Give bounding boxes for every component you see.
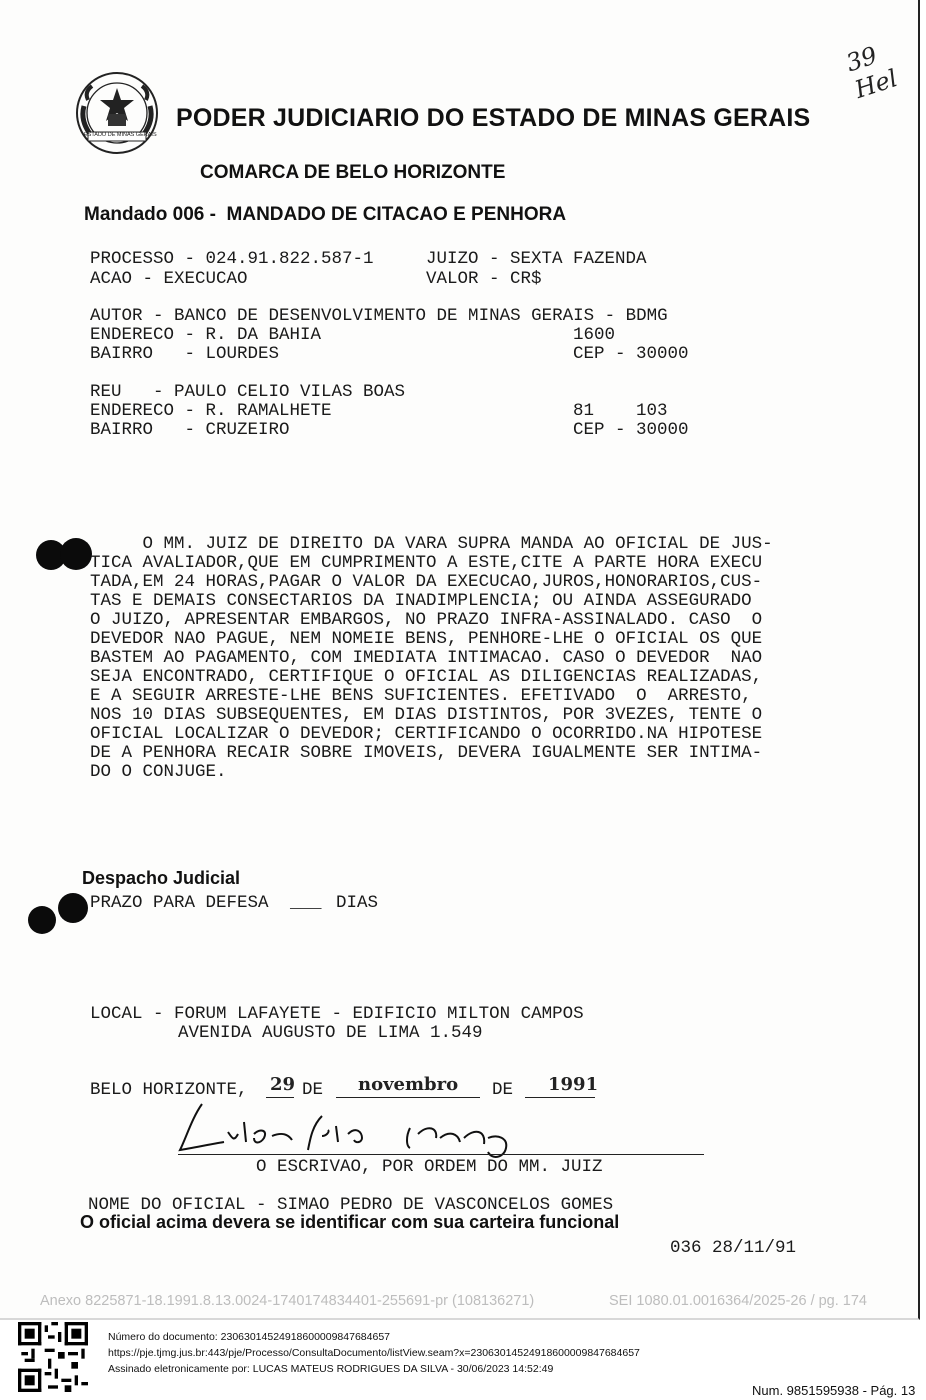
doc-number: Número do documento: 23063014524918600009847684657	[108, 1331, 390, 1343]
signed-by: Assinado eletronicamente por: LUCAS MATEUS RODRIGUES DA SILVA - 30/06/2023 14:52:49	[108, 1363, 554, 1375]
date-de-1: DE	[302, 1080, 324, 1100]
mandado-title: Mandado 006 - MANDADO DE CITACAO E PENHORA	[84, 204, 567, 225]
punch-hole-blot	[28, 906, 56, 934]
reu-bairro: BAIRRO - CRUZEIRO	[90, 420, 290, 440]
state-seal-icon	[74, 70, 160, 156]
reu-cep: CEP - 30000	[573, 420, 689, 440]
reu-endereco: ENDERECO - R. RAMALHETE	[90, 401, 332, 421]
acao-line: ACAO - EXECUCAO	[90, 269, 248, 289]
prazo-blank: ___	[290, 893, 322, 913]
court-title: PODER JUDICIARIO DO ESTADO DE MINAS GERAIS	[176, 104, 811, 132]
date-year: 1991	[548, 1074, 599, 1095]
escrivao-caption: O ESCRIVAO, POR ORDEM DO MM. JUIZ	[256, 1157, 603, 1177]
page-number: Num. 9851595938 - Pág. 13	[752, 1383, 916, 1398]
punch-hole-blot	[60, 538, 92, 570]
autor-line: AUTOR - BANCO DE DESENVOLVIMENTO DE MINAS GERAIS - BDMG	[90, 306, 668, 326]
prazo-prefix: PRAZO PARA DEFESA	[90, 893, 269, 913]
date-month: novembro	[358, 1074, 459, 1095]
local-line-2: AVENIDA AUGUSTO DE LIMA 1.549	[178, 1023, 483, 1043]
signature-line	[178, 1154, 704, 1155]
autor-cep: CEP - 30000	[573, 344, 689, 364]
processo-line: PROCESSO - 024.91.822.587-1	[90, 249, 374, 269]
mandado-body-text: O MM. JUIZ DE DIREITO DA VARA SUPRA MANDA AO OFICIAL DE JUS- TICA AVALIADOR,QUE EM CUMPRIMENTO A ESTE,CITE A PARTE HORA EXECU TADA,EM 24 HORAS,PAGAR O VALOR DA EXECUCAO,JUROS,HONORARIOS,CUS- TAS E DEMAIS CONSECTARIOS DA INADIMPLENCIA; OU AINDA ASSEGURADO O JUIZO, APRESENTAR EMBARGOS, NO PRAZO INFRA-ASSINALADO. CASO O DEVEDOR NAO PAGUE, NEM NOMEIE BENS, PENHORE-LHE O OFICIAL OS QUE BASTEM AO PAGAMENTO, COM IMEDIATA INTIMACAO. CASO O DEVEDOR NAO SEJA ENCONTRADO, CERTIFIQUE O OFICIAL AS DILIGENCIAS REALIZADAS, E A SEGUIR ARRESTE-LHE BENS SUFICIENTES. EFETIVADO O ARRESTO, NOS 10 DIAS SUBSEQUENTES, EM DIAS DISTINTOS, POR 3VEZES, TENTE O OFICIAL LOCALIZAR O DEVEDOR; CERTIFICANDO O OCORRIDO.NA HIPOTESE DE A PENHORA RECAIR SOBRE IMOVEIS, DEVERA IGUALMENTE SER INTIMA- DO O CONJUGE.	[90, 534, 773, 782]
valor-line: VALOR - CR$	[426, 269, 542, 289]
sei-stamp: SEI 1080.01.0016364/2025-26 / pg. 174	[609, 1293, 867, 1309]
doc-url[interactable]: https://pje.tjmg.jus.br:443/pje/Processo/ConsultaDocumento/listView.seam?x=23063014524918600009847684657	[108, 1347, 640, 1359]
document-code: 036 28/11/91	[670, 1238, 797, 1258]
margin-annotation: 39 Hel	[842, 41, 901, 104]
reu-numero: 81 103	[573, 401, 668, 421]
autor-numero: 1600	[573, 325, 616, 345]
date-day: 29	[270, 1074, 296, 1095]
autor-bairro: BAIRRO - LOURDES	[90, 344, 280, 364]
qr-code-icon	[18, 1322, 88, 1392]
oficial-note: O oficial acima devera se identificar com sua carteira funcional	[80, 1212, 620, 1232]
despacho-title: Despacho Judicial	[82, 868, 241, 888]
reu-line: REU - PAULO CELIO VILAS BOAS	[90, 382, 406, 402]
date-city: BELO HORIZONTE,	[90, 1080, 248, 1100]
oficial-name: NOME DO OFICIAL - SIMAO PEDRO DE VASCONCELOS GOMES	[88, 1195, 614, 1215]
comarca-title: COMARCA DE BELO HORIZONTE	[200, 162, 506, 183]
juizo-line: JUIZO - SEXTA FAZENDA	[426, 249, 647, 269]
local-line-1: LOCAL - FORUM LAFAYETE - EDIFICIO MILTON CAMPOS	[90, 1004, 584, 1024]
date-de-2: DE	[492, 1080, 514, 1100]
punch-hole-blot	[58, 893, 88, 923]
anexo-stamp: Anexo 8225871-18.1991.8.13.0024-1740174834401-255691-pr (108136271)	[40, 1293, 535, 1309]
autor-endereco: ENDERECO - R. DA BAHIA	[90, 325, 322, 345]
prazo-suffix: DIAS	[336, 893, 379, 913]
seal-text: ESTADO DE MINAS GERAIS	[84, 132, 157, 138]
